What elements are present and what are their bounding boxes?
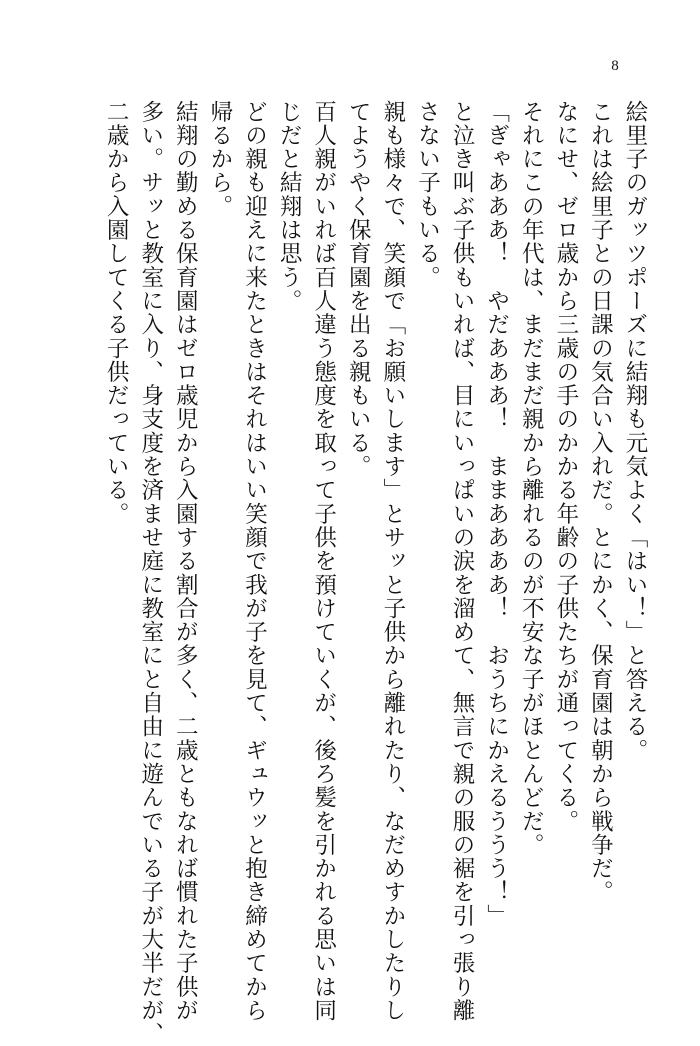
text-line: それにこの年代は、まだまだ親から離れるのが不安な子がほとんどだ。 <box>518 100 545 857</box>
text-line: てようやく保育園を出る親もいる。 <box>345 100 372 479</box>
text-line: どの親も迎えに来たときはそれはいい笑顔で我が子を見て、ギュウッと抱き締めてから <box>241 100 268 1023</box>
body-text <box>99 100 653 1046</box>
text-line: 多い。サッと教室に入り、身支度を済ませ庭に教室にと自由に遊んでいる子が大半だが、 <box>137 100 164 1046</box>
text-line: 帰るから。 <box>206 100 233 219</box>
text-line: じだと結翔は思う。 <box>276 100 303 313</box>
text-line: 二歳から入園してくる子供だっている。 <box>103 100 130 526</box>
text-line: 親も様々で、笑顔で「お願いします」とサッと子供から離れたり、なだめすかしたりし <box>379 100 406 1023</box>
text-line: 結翔の勤める保育園はゼロ歳児から入園する割合が多く、二歳ともなれば慣れた子供が <box>172 100 199 1023</box>
text-line: 百人親がいれば百人違う態度を取って子供を預けていくが、後ろ髪を引かれる思いは同 <box>310 100 337 1023</box>
text-line: 「ぎゃあああ！ やだあああ！ ままああああ！ おうちにかえるううう！」 <box>483 100 510 928</box>
text-line: なにせ、ゼロ歳から三歳の手のかかる年齢の子供たちが通ってくる。 <box>552 100 579 834</box>
text-line: と泣き叫ぶ子供もいれば、目にいっぱいの涙を溜めて、無言で親の服の裾を引っ張り離 <box>449 100 476 1023</box>
text-line: 絵里子のガッツポーズに結翔も元気よく「はい！」と答える。 <box>622 100 648 763</box>
text-line: これは絵里子との日課の気合い入れだ。とにかく、保育園は朝から戦争だ。 <box>587 100 614 905</box>
page-number: 8 <box>611 58 619 74</box>
text-line: さない子もいる。 <box>414 100 441 290</box>
